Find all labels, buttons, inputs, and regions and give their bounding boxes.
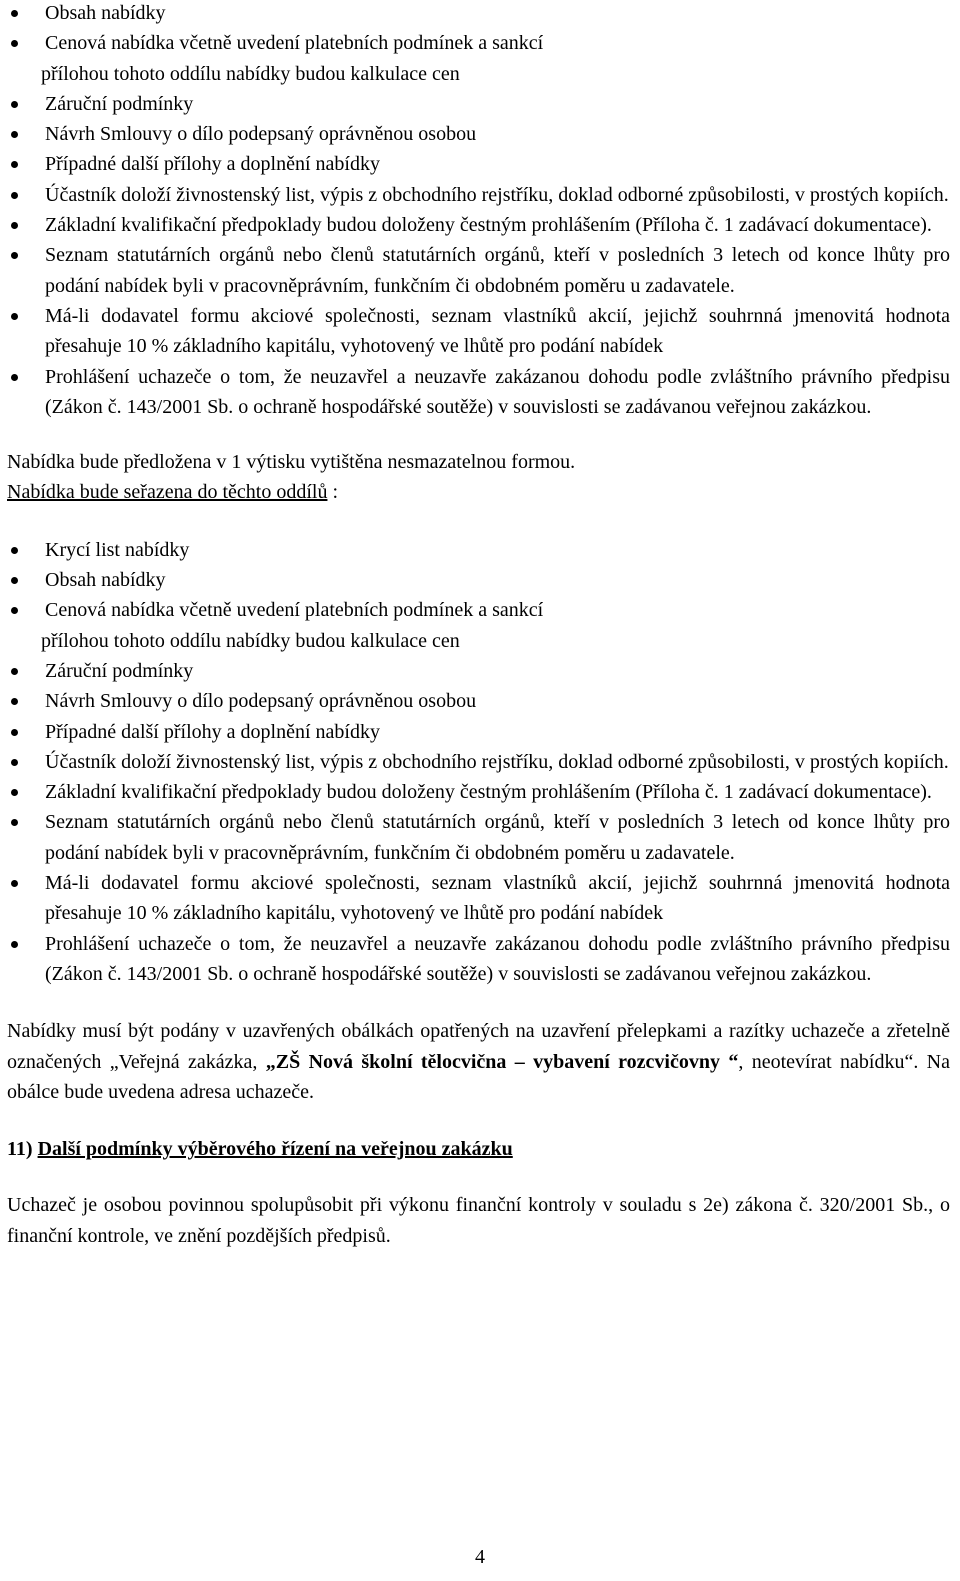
- list-item: Záruční podmínky: [7, 89, 950, 119]
- order-heading-suffix: :: [327, 481, 339, 504]
- order-heading: [7, 477, 950, 507]
- final-paragraph: Uchazeč je osobou povinnou spolupůsobit při výkonu finanční kontroly v souladu s 2e) zákona č. 320/2001 Sb., o finanční kontrole, ve znění pozdějších předpisů.: [7, 1194, 950, 1247]
- list-item: Základní kvalifikační předpoklady budou doloženy čestným prohlášením (Příloha č. 1 zadávací dokumentace).: [7, 777, 950, 807]
- list-item: Má-li dodavatel formu akciové společnosti, seznam vlastníků akcií, jejichž souhrnná jmenovitá hodnota přesahuje 10 % základního kapitálu, vyhotovený ve lhůtě pro podání nabídek: [7, 301, 950, 362]
- document-page: [7, 0, 950, 1251]
- section-number: 11): [7, 1138, 33, 1161]
- list-item: Cenová nabídka včetně uvedení platebních podmínek a sankcí: [7, 595, 950, 625]
- section-title: Další podmínky výběrového řízení na veřejnou zakázku: [37, 1138, 513, 1161]
- list-item-continuation: přílohou tohoto oddílu nabídky budou kalkulace cen: [41, 629, 460, 652]
- list-item: Cenová nabídka včetně uvedení platebních podmínek a sankcí: [7, 28, 950, 58]
- list-item: Má-li dodavatel formu akciové společnosti, seznam vlastníků akcií, jejichž souhrnná jmenovitá hodnota přesahuje 10 % základního kapitálu, vyhotovený ve lhůtě pro podání nabídek: [7, 868, 950, 929]
- list-item-continuation: přílohou tohoto oddílu nabídky budou kalkulace cen: [41, 62, 460, 85]
- page-number: 4: [475, 1546, 485, 1568]
- list-item: Obsah nabídky: [7, 0, 950, 28]
- list-item: Návrh Smlouvy o dílo podepsaný oprávněnou osobou: [7, 119, 950, 149]
- bullet-list-bottom: [7, 535, 950, 989]
- list-item: Návrh Smlouvy o dílo podepsaný oprávněnou osobou: [7, 686, 950, 716]
- order-heading-text: Nabídka bude seřazena do těchto oddílů: [7, 481, 328, 504]
- section-heading: [7, 1134, 950, 1164]
- envelope-project-name: „ZŠ Nová školní tělocvična – vybavení rozcvičovny “: [265, 1050, 739, 1073]
- list-item: Případné další přílohy a doplnění nabídky: [7, 149, 950, 179]
- list-item: Seznam statutárních orgánů nebo členů statutárních orgánů, kteří v posledních 3 letech od konce lhůty pro podání nabídek byli v pracovněprávním, funkčním či obdobném poměru u zadavatele.: [7, 240, 950, 301]
- list-item: Účastník doloží živnostenský list, výpis z obchodního rejstříku, doklad odborné způsobilosti, v prostých kopiích.: [7, 747, 950, 777]
- list-item: Základní kvalifikační předpoklady budou doloženy čestným prohlášením (Příloha č. 1 zadávací dokumentace).: [7, 210, 950, 240]
- bullet-list-top: [7, 0, 950, 422]
- envelope-paragraph: [7, 1016, 950, 1107]
- envelope-text-2: , neotevírat nabídku“. Na obálce bude uvedena adresa uchazeče.: [7, 1050, 950, 1103]
- list-item: Seznam statutárních orgánů nebo členů statutárních orgánů, kteří v posledních 3 letech od konce lhůty pro podání nabídek byli v pracovněprávním, funkčním či obdobném poměru u zadavatele.: [7, 807, 950, 868]
- list-item: Krycí list nabídky: [7, 535, 950, 565]
- list-item: Záruční podmínky: [7, 656, 950, 686]
- list-item: Obsah nabídky: [7, 565, 950, 595]
- envelope-text-1: Nabídky musí být podány v uzavřených obálkách opatřených na uzavření přelepkami a razítky uchazeče a zřetelně označených „Veřejná zakázka,: [7, 1020, 950, 1073]
- list-item: Účastník doloží živnostenský list, výpis z obchodního rejstříku, doklad odborné způsobilosti, v prostých kopiích.: [7, 180, 950, 210]
- list-item: Případné další přílohy a doplnění nabídky: [7, 717, 950, 747]
- print-paragraph: Nabídka bude předložena v 1 výtisku vytištěna nesmazatelnou formou.: [7, 451, 576, 474]
- list-item: Prohlášení uchazeče o tom, že neuzavřel a neuzavře zakázanou dohodu podle zvláštního právního předpisu (Zákon č. 143/2001 Sb. o ochraně hospodářské soutěže) v souvislosti se zadávanou veřejnou zakázkou.: [7, 929, 950, 990]
- list-item: Prohlášení uchazeče o tom, že neuzavřel a neuzavře zakázanou dohodu podle zvláštního právního předpisu (Zákon č. 143/2001 Sb. o ochraně hospodářské soutěže) v souvislosti se zadávanou veřejnou zakázkou.: [7, 362, 950, 423]
